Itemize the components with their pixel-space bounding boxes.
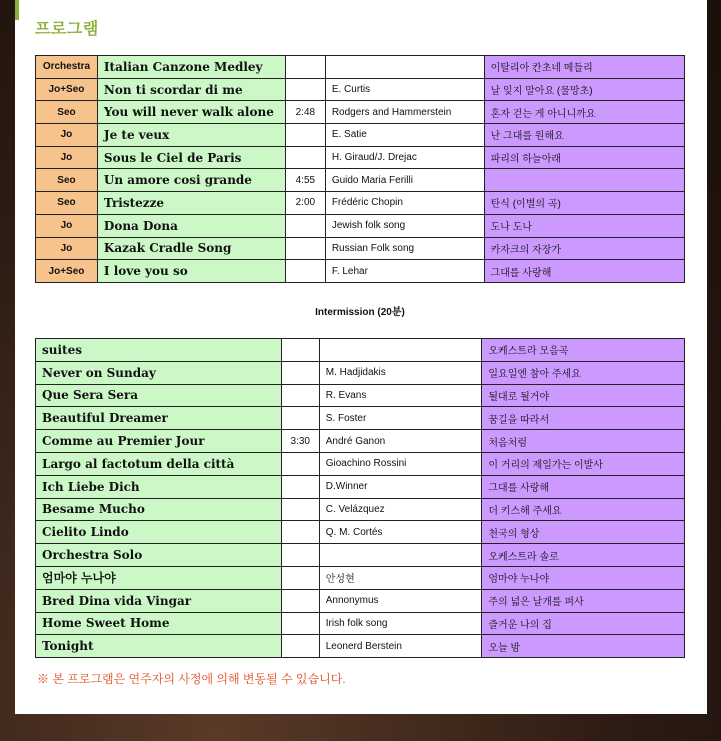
song-title-cell: Ich Liebe Dich xyxy=(36,475,282,498)
performer-cell: Jo+Seo xyxy=(36,260,98,283)
song-title-cell: Kazak Cradle Song xyxy=(97,237,285,260)
table-row xyxy=(36,192,685,215)
table-row xyxy=(36,260,685,283)
duration-cell xyxy=(281,339,319,362)
composer-cell: Leonerd Berstein xyxy=(319,635,482,658)
program-notice: ※ 본 프로그램은 연주자의 사정에 의해 변동될 수 있습니다. xyxy=(37,672,346,686)
song-title-cell: Sous le Ciel de Paris xyxy=(97,146,285,169)
korean-title-cell: 오케스트라 솔로 xyxy=(482,544,685,567)
composer-cell: Irish folk song xyxy=(319,612,482,635)
song-title-cell: Un amore cosi grande xyxy=(97,169,285,192)
table-row xyxy=(36,521,685,544)
korean-title-cell: 오늘 밤 xyxy=(482,635,685,658)
program-table-part2 xyxy=(35,338,685,658)
performer-cell: Seo xyxy=(36,101,98,124)
composer-cell: 안성현 xyxy=(319,566,482,589)
performer-cell: Seo xyxy=(36,169,98,192)
composer-cell: E. Satie xyxy=(325,124,484,147)
table-row xyxy=(36,101,685,124)
duration-cell xyxy=(281,407,319,430)
table-row xyxy=(36,589,685,612)
composer-cell: Guido Maria Ferilli xyxy=(325,169,484,192)
duration-cell xyxy=(285,124,325,147)
duration-cell xyxy=(285,146,325,169)
title-accent-bar xyxy=(15,0,19,20)
duration-cell: 4:55 xyxy=(285,169,325,192)
korean-title-cell: 꿈길을 따라서 xyxy=(482,407,685,430)
korean-title-cell: 일요일엔 참아 주세요 xyxy=(482,361,685,384)
composer-cell: C. Velázquez xyxy=(319,498,482,521)
korean-title-cell: 더 키스해 주세요 xyxy=(482,498,685,521)
table-row xyxy=(36,384,685,407)
duration-cell xyxy=(281,544,319,567)
table-row xyxy=(36,361,685,384)
composer-cell: E. Curtis xyxy=(325,78,484,101)
duration-cell xyxy=(285,237,325,260)
korean-title-cell: 그대를 사랑해 xyxy=(484,260,684,283)
korean-title-cell: 될대로 될거야 xyxy=(482,384,685,407)
intermission-label: Intermission (20분) xyxy=(315,307,405,318)
korean-title-cell: 난 그대를 원해요 xyxy=(484,124,684,147)
korean-title-cell: 주의 넓은 날개를 펴사 xyxy=(482,589,685,612)
performer-cell: Seo xyxy=(36,192,98,215)
table-row xyxy=(36,566,685,589)
composer-cell: Jewish folk song xyxy=(325,214,484,237)
song-title-cell: Que Sera Sera xyxy=(36,384,282,407)
song-title-cell: You will never walk alone xyxy=(97,101,285,124)
korean-title-cell: 오케스트라 모음곡 xyxy=(482,339,685,362)
korean-title-cell: 엄마야 누나야 xyxy=(482,566,685,589)
composer-cell: Gioachino Rossini xyxy=(319,452,482,475)
song-title-cell: Never on Sunday xyxy=(36,361,282,384)
duration-cell xyxy=(281,566,319,589)
composer-cell xyxy=(325,56,484,79)
duration-cell xyxy=(281,384,319,407)
performer-cell: Jo xyxy=(36,214,98,237)
table-row xyxy=(36,407,685,430)
duration-cell xyxy=(281,498,319,521)
song-title-cell: Italian Canzone Medley xyxy=(97,56,285,79)
composer-cell: Annonymus xyxy=(319,589,482,612)
duration-cell xyxy=(285,214,325,237)
song-title-cell: Non ti scordar di me xyxy=(97,78,285,101)
duration-cell xyxy=(281,521,319,544)
song-title-cell: Besame Mucho xyxy=(36,498,282,521)
composer-cell: André Ganon xyxy=(319,430,482,453)
duration-cell xyxy=(281,589,319,612)
table-row xyxy=(36,56,685,79)
song-title-cell: I love you so xyxy=(97,260,285,283)
korean-title-cell xyxy=(484,169,684,192)
table-row xyxy=(36,214,685,237)
composer-cell: M. Hadjidakis xyxy=(319,361,482,384)
duration-cell: 2:00 xyxy=(285,192,325,215)
duration-cell xyxy=(285,78,325,101)
composer-cell: R. Evans xyxy=(319,384,482,407)
table-row xyxy=(36,169,685,192)
korean-title-cell: 탄식 (이별의 곡) xyxy=(484,192,684,215)
composer-cell xyxy=(319,544,482,567)
korean-title-cell: 즐거운 나의 집 xyxy=(482,612,685,635)
song-title-cell: Dona Dona xyxy=(97,214,285,237)
duration-cell xyxy=(281,361,319,384)
composer-cell: Rodgers and Hammerstein xyxy=(325,101,484,124)
korean-title-cell: 도나 도나 xyxy=(484,214,684,237)
table-row xyxy=(36,78,685,101)
korean-title-cell: 그대를 사랑해 xyxy=(482,475,685,498)
performer-cell: Jo xyxy=(36,237,98,260)
performer-cell: Orchestra xyxy=(36,56,98,79)
duration-cell: 2:48 xyxy=(285,101,325,124)
song-title-cell: Orchestra Solo xyxy=(36,544,282,567)
composer-cell: Frédéric Chopin xyxy=(325,192,484,215)
korean-title-cell: 처음처럼 xyxy=(482,430,685,453)
song-title-cell: Largo al factotum della città xyxy=(36,452,282,475)
table-row xyxy=(36,146,685,169)
composer-cell: H. Giraud/J. Drejac xyxy=(325,146,484,169)
korean-title-cell: 파리의 하늘아래 xyxy=(484,146,684,169)
table-row xyxy=(36,430,685,453)
duration-cell xyxy=(281,475,319,498)
song-title-cell: Bred Dina vida Vingar xyxy=(36,589,282,612)
korean-title-cell: 날 잊지 말아요 (물망초) xyxy=(484,78,684,101)
song-title-cell: Tonight xyxy=(36,635,282,658)
table-row xyxy=(36,475,685,498)
program-table-part1 xyxy=(35,55,685,283)
song-title-cell: Comme au Premier Jour xyxy=(36,430,282,453)
table-row xyxy=(36,452,685,475)
performer-cell: Jo xyxy=(36,146,98,169)
page-title: 프로그램 xyxy=(35,21,99,38)
table-row xyxy=(36,339,685,362)
composer-cell xyxy=(319,339,482,362)
composer-cell: Russian Folk song xyxy=(325,237,484,260)
duration-cell: 3:30 xyxy=(281,430,319,453)
table-row xyxy=(36,498,685,521)
composer-cell: D.Winner xyxy=(319,475,482,498)
song-title-cell: Je te veux xyxy=(97,124,285,147)
table-row xyxy=(36,635,685,658)
table-row xyxy=(36,237,685,260)
korean-title-cell: 이 거리의 제일가는 이발사 xyxy=(482,452,685,475)
table-row xyxy=(36,612,685,635)
song-title-cell: Home Sweet Home xyxy=(36,612,282,635)
korean-title-cell: 혼자 걷는 게 아니니까요 xyxy=(484,101,684,124)
korean-title-cell: 이탈리아 칸초네 메들리 xyxy=(484,56,684,79)
performer-cell: Jo xyxy=(36,124,98,147)
duration-cell xyxy=(285,56,325,79)
song-title-cell: 엄마야 누나야 xyxy=(36,566,282,589)
composer-cell: S. Foster xyxy=(319,407,482,430)
song-title-cell: suites xyxy=(36,339,282,362)
duration-cell xyxy=(285,260,325,283)
performer-cell: Jo+Seo xyxy=(36,78,98,101)
composer-cell: Q. M. Cortés xyxy=(319,521,482,544)
duration-cell xyxy=(281,452,319,475)
song-title-cell: Beautiful Dreamer xyxy=(36,407,282,430)
song-title-cell: Cielito Lindo xyxy=(36,521,282,544)
duration-cell xyxy=(281,612,319,635)
duration-cell xyxy=(281,635,319,658)
composer-cell: F. Lehar xyxy=(325,260,484,283)
korean-title-cell: 천국의 형상 xyxy=(482,521,685,544)
table-row xyxy=(36,124,685,147)
song-title-cell: Tristezze xyxy=(97,192,285,215)
table-row xyxy=(36,544,685,567)
korean-title-cell: 카자크의 자장가 xyxy=(484,237,684,260)
